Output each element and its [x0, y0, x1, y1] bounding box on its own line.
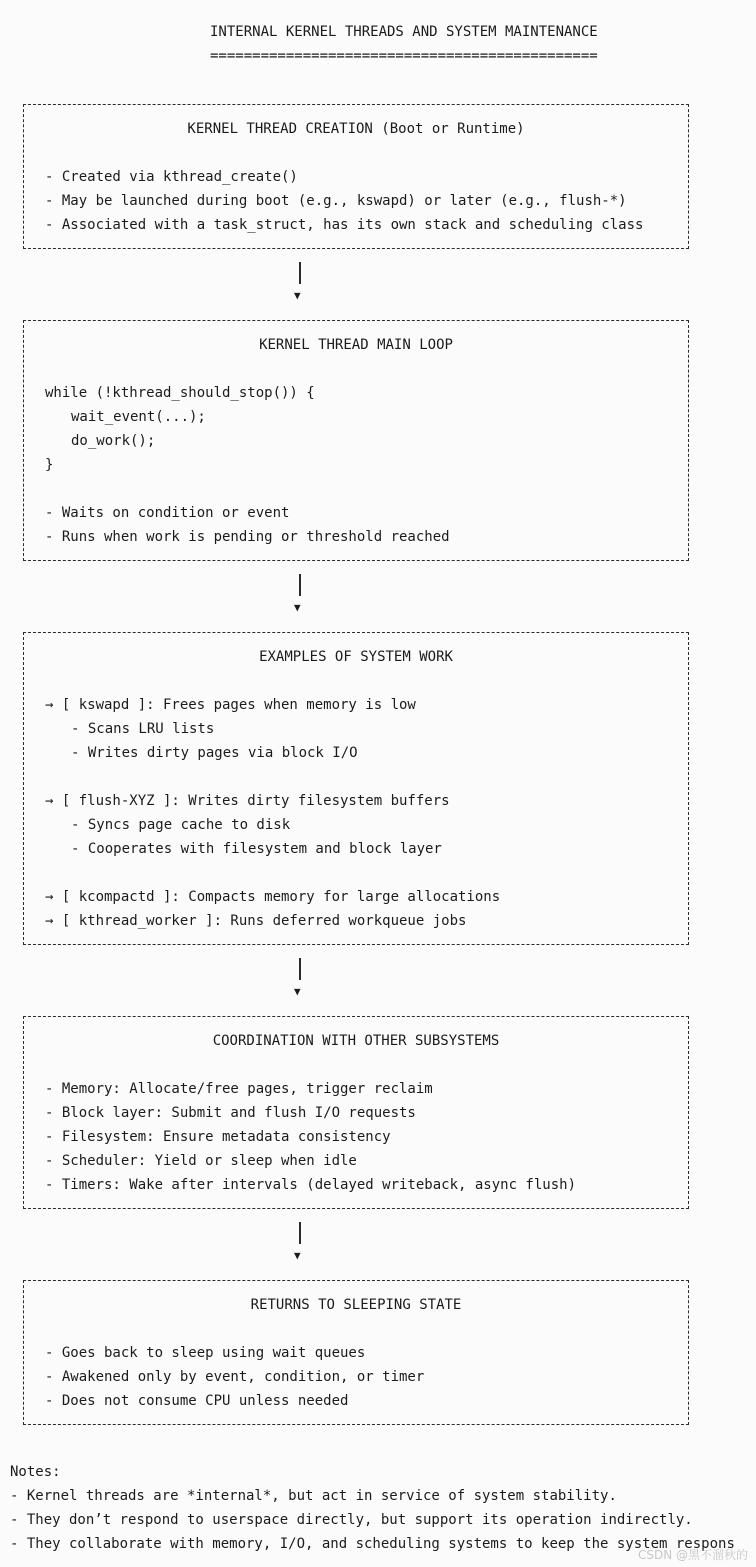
connector-line	[299, 574, 301, 596]
connector-line	[299, 262, 301, 284]
box-line: - Syncs page cache to disk	[71, 817, 291, 833]
down-arrow-icon: ▼	[294, 601, 301, 614]
box-line: - Waits on condition or event	[45, 505, 290, 521]
box-title: COORDINATION WITH OTHER SUBSYSTEMS	[212, 1033, 500, 1049]
box-line: - Scheduler: Yield or sleep when idle	[45, 1153, 357, 1169]
box-line: - Timers: Wake after intervals (delayed writeback, async flush)	[45, 1177, 577, 1193]
box-line: - Filesystem: Ensure metadata consistency	[45, 1129, 391, 1145]
down-arrow-icon: ▼	[294, 985, 301, 998]
box-examples-of-system-work	[23, 632, 689, 945]
box-line: - May be launched during boot (e.g., kswapd) or later (e.g., flush-*)	[45, 193, 627, 209]
connector-line	[299, 1222, 301, 1244]
box-kernel-thread-creation	[23, 104, 689, 249]
box-line: - Associated with a task_struct, has its own stack and scheduling class	[45, 217, 644, 233]
box-title: KERNEL THREAD MAIN LOOP	[259, 337, 453, 353]
box-coordination-with-subsystems	[23, 1016, 689, 1209]
code-line: wait_event(...);	[71, 409, 206, 425]
box-line: - Scans LRU lists	[71, 721, 215, 737]
code-line: do_work();	[71, 433, 156, 449]
box-returns-to-sleeping-state	[23, 1280, 689, 1425]
box-kernel-thread-main-loop	[23, 320, 689, 561]
notes-heading: Notes:	[10, 1464, 61, 1480]
title-underline: ==============================================	[210, 48, 598, 64]
box-line: - Goes back to sleep using wait queues	[45, 1345, 366, 1361]
code-line: }	[45, 457, 54, 473]
box-line: - Block layer: Submit and flush I/O requests	[45, 1105, 416, 1121]
box-line: → [ kthread_worker ]: Runs deferred workqueue jobs	[45, 913, 467, 929]
box-title: RETURNS TO SLEEPING STATE	[250, 1297, 462, 1313]
box-line: - Writes dirty pages via block I/O	[71, 745, 358, 761]
note-line: - They don’t respond to userspace directly, but support its operation indirectly.	[10, 1512, 693, 1528]
box-line: → [ flush-XYZ ]: Writes dirty filesystem buffers	[45, 793, 450, 809]
box-title: KERNEL THREAD CREATION (Boot or Runtime)	[187, 121, 525, 137]
diagram-title: INTERNAL KERNEL THREADS AND SYSTEM MAINTENANCE	[210, 24, 598, 40]
box-line: - Created via kthread_create()	[45, 169, 298, 185]
watermark: CSDN @黑不溜秋的	[637, 1548, 748, 1562]
box-line: - Awakened only by event, condition, or timer	[45, 1369, 425, 1385]
box-title: EXAMPLES OF SYSTEM WORK	[259, 649, 453, 665]
box-line: - Does not consume CPU unless needed	[45, 1393, 349, 1409]
note-line: - They collaborate with memory, I/O, and scheduling systems to keep the system respons	[10, 1536, 735, 1552]
code-line: while (!kthread_should_stop()) {	[45, 385, 315, 401]
box-line: → [ kcompactd ]: Compacts memory for large allocations	[45, 889, 501, 905]
down-arrow-icon: ▼	[294, 289, 301, 302]
note-line: - Kernel threads are *internal*, but act in service of system stability.	[10, 1488, 617, 1504]
box-line: - Cooperates with filesystem and block layer	[71, 841, 442, 857]
down-arrow-icon: ▼	[294, 1249, 301, 1262]
box-line: - Memory: Allocate/free pages, trigger reclaim	[45, 1081, 433, 1097]
box-line: → [ kswapd ]: Frees pages when memory is low	[45, 697, 416, 713]
box-line: - Runs when work is pending or threshold reached	[45, 529, 450, 545]
connector-line	[299, 958, 301, 980]
